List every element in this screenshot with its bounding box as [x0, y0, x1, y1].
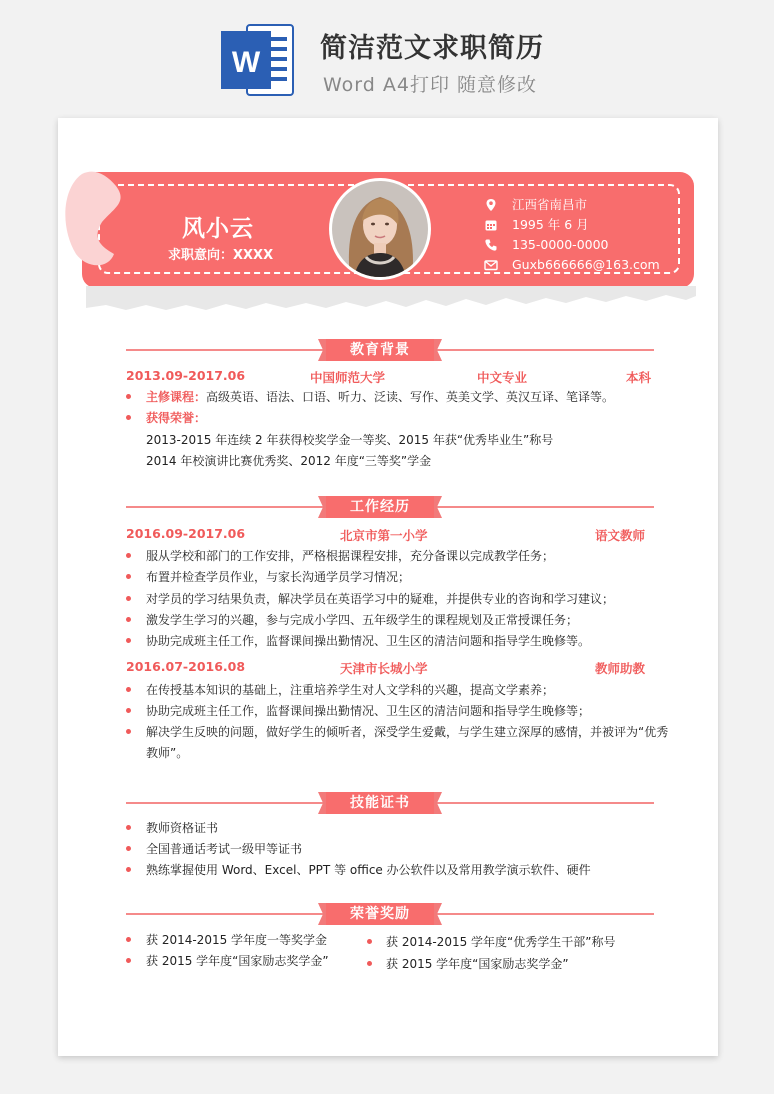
job-item: 协助完成班主任工作，监督课间操出勤情况、卫生区的清洁问题和指导学生晚修等； [146, 704, 591, 718]
job-role: 语文教师 [595, 528, 646, 543]
edu-courses [146, 388, 614, 405]
skill-item: 熟练掌握使用 Word、Excel、PPT 等 office 办公软件以及常用教学演示软件、硬件 [146, 863, 591, 877]
bullet [126, 958, 131, 963]
bullet [126, 415, 131, 420]
calendar-icon [484, 218, 498, 232]
bullet [367, 961, 372, 966]
job-period: 2016.07-2016.08 [126, 659, 246, 674]
edu-honors-label: 获得荣誉： [146, 411, 207, 425]
edu-period: 2013.09-2017.06 [126, 368, 246, 383]
job-item: 在传授基本知识的基础上，注重培养学生对人文学科的兴趣，提高文学素养； [146, 683, 555, 697]
bullet [126, 617, 131, 622]
word-letter: W [231, 46, 261, 79]
bullet [126, 687, 131, 692]
word-document-icon [221, 23, 296, 97]
bullet [126, 846, 131, 851]
bullet [126, 867, 131, 872]
job-role: 教师助教 [595, 661, 646, 676]
job-period: 2016.09-2017.06 [126, 526, 246, 541]
bullet [126, 708, 131, 713]
bullet [126, 596, 131, 601]
contact-birth-text: 1995 年 6 月 [512, 217, 589, 232]
edu-school: 中国师范大学 [310, 370, 386, 385]
contact-location-text: 江西省南昌市 [512, 197, 588, 212]
bullet [126, 574, 131, 579]
resume-page [58, 118, 718, 1056]
award-item: 获 2014-2015 学年度“优秀学生干部”称号 [386, 935, 616, 949]
awards-title-text: 荣誉奖励 [350, 906, 410, 922]
mail-icon [484, 258, 498, 272]
skill-item: 教师资格证书 [146, 821, 219, 835]
bullet [126, 729, 131, 734]
edu-degree: 本科 [626, 370, 652, 385]
top-banner [0, 0, 774, 112]
edu-honor-line: 2013-2015 年连续 2 年获得校奖学金一等奖、2015 年获“优秀毕业生”称号 [146, 433, 554, 447]
edu-courses-text: 高级英语、语法、口语、听力、泛读、写作、英美文学、英汉互译、笔译等。 [206, 390, 615, 404]
job-item: 布置并检查学员作业，与家长沟通学员学习情况； [146, 570, 411, 584]
phone-icon [484, 238, 498, 252]
profile-photo [329, 178, 431, 280]
bullet [126, 638, 131, 643]
job-item: 服从学校和部门的工作安排，严格根据课程安排，充分备课以完成教学任务； [146, 549, 555, 563]
work-section-title [318, 496, 442, 518]
page-curl-decoration [58, 158, 130, 276]
edu-courses-label: 主修课程： [146, 390, 207, 404]
contact-phone-text: 135-0000-0000 [512, 237, 609, 252]
job-org: 天津市长城小学 [340, 661, 428, 676]
skills-section-title [318, 792, 442, 814]
education-section-title [318, 339, 442, 361]
banner-title: 简洁范文求职简历 [320, 33, 544, 64]
bullet [126, 553, 131, 558]
candidate-name: 风小云 [182, 216, 254, 242]
award-item: 获 2015 学年度“国家励志奖学金” [146, 954, 329, 968]
job-intent: 求职意向：XXXX [168, 248, 274, 263]
job-item-wrap: 教师”。 [146, 746, 189, 760]
bullet [126, 825, 131, 830]
location-icon [484, 198, 498, 212]
award-item: 获 2015 学年度“国家励志奖学金” [386, 957, 569, 971]
edu-major: 中文专业 [477, 370, 528, 385]
award-item: 获 2014-2015 学年度一等奖学金 [146, 933, 328, 947]
bullet [126, 394, 131, 399]
education-title-text: 教育背景 [350, 342, 410, 358]
edu-honor-line: 2014 年校演讲比赛优秀奖、2012 年度“三等奖”学金 [146, 454, 432, 468]
contact-email-text: Guxb666666@163.com [512, 257, 660, 272]
banner-subtitle: Word A4打印 随意修改 [323, 74, 538, 96]
torn-paper-edge [86, 286, 696, 312]
skills-title-text: 技能证书 [350, 795, 410, 811]
bullet [126, 937, 131, 942]
job-item: 解决学生反映的问题，做好学生的倾听者，深受学生爱戴，与学生建立深厚的感情，并被评为“优秀 [146, 725, 669, 739]
job-item: 协助完成班主任工作，监督课间操出勤情况、卫生区的清洁问题和指导学生晚修等。 [146, 634, 591, 648]
bullet [367, 939, 372, 944]
job-org: 北京市第一小学 [340, 528, 428, 543]
work-title-text: 工作经历 [350, 499, 410, 515]
job-item: 激发学生学习的兴趣，参与完成小学四、五年级学生的课程规划及正常授课任务； [146, 613, 579, 627]
awards-section-title [318, 903, 442, 925]
job-item: 对学员的学习结果负责，解决学员在英语学习中的疑难，并提供专业的咨询和学习建议； [146, 592, 615, 606]
skill-item: 全国普通话考试一级甲等证书 [146, 842, 303, 856]
